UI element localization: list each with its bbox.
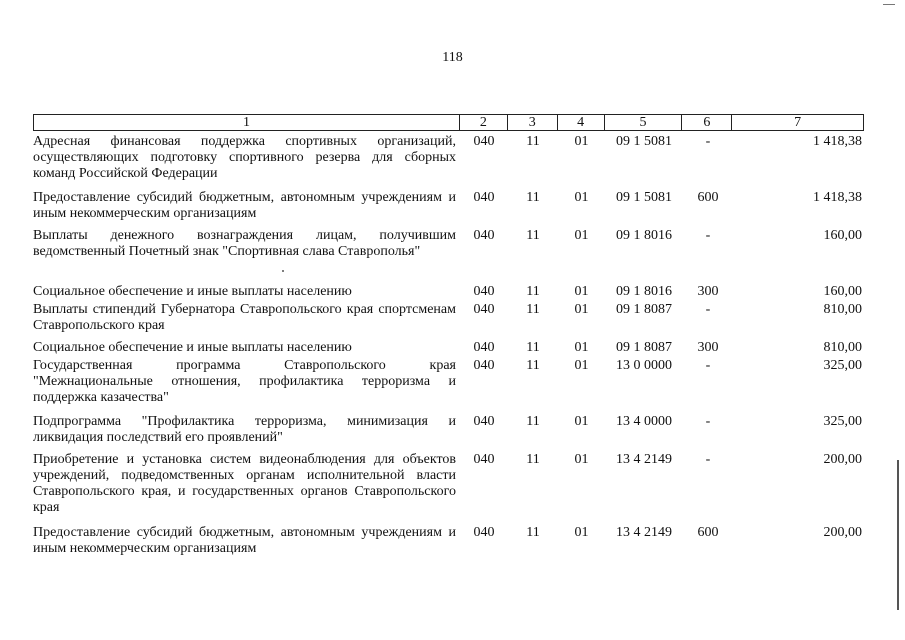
row-amount: 810,00 bbox=[823, 302, 862, 317]
row-ministry-code: 040 bbox=[473, 228, 495, 243]
row-subsection-code: 01 bbox=[574, 452, 589, 467]
row-target-code: 09 1 8016 bbox=[616, 228, 672, 243]
row-description: Социальное обеспечение и иные выплаты населению bbox=[33, 284, 352, 299]
row-subsection-code: 01 bbox=[574, 228, 589, 243]
table-row bbox=[33, 340, 864, 356]
table-row bbox=[33, 358, 864, 406]
table-row bbox=[33, 302, 864, 334]
table-row bbox=[33, 190, 864, 222]
row-amount: 160,00 bbox=[823, 228, 862, 243]
row-subsection-code: 01 bbox=[574, 190, 589, 205]
row-subsection-code: 01 bbox=[574, 340, 589, 355]
row-expense-type: 300 bbox=[697, 284, 719, 299]
row-description: Предоставление субсидий бюджетным, автономным учреждениям и иным некоммерческим организациям bbox=[33, 525, 456, 556]
table-row bbox=[33, 134, 864, 182]
row-ministry-code: 040 bbox=[473, 134, 495, 149]
scan-speck bbox=[282, 270, 284, 272]
table-row bbox=[33, 452, 864, 516]
row-amount: 1 418,38 bbox=[813, 190, 862, 205]
row-subsection-code: 01 bbox=[574, 134, 589, 149]
row-target-code: 09 1 5081 bbox=[616, 190, 672, 205]
row-ministry-code: 040 bbox=[473, 452, 495, 467]
row-section-code: 11 bbox=[526, 190, 540, 205]
row-amount: 1 418,38 bbox=[813, 134, 862, 149]
row-ministry-code: 040 bbox=[473, 340, 495, 355]
row-expense-type: - bbox=[705, 414, 711, 429]
table-row bbox=[33, 525, 864, 557]
table-row bbox=[33, 228, 864, 260]
row-expense-type: - bbox=[705, 452, 711, 467]
row-target-code: 13 4 2149 bbox=[616, 452, 672, 467]
row-section-code: 11 bbox=[526, 134, 540, 149]
row-description: Социальное обеспечение и иные выплаты населению bbox=[33, 340, 352, 355]
row-amount: 325,00 bbox=[823, 358, 862, 373]
table-header bbox=[33, 114, 864, 131]
row-ministry-code: 040 bbox=[473, 190, 495, 205]
row-subsection-code: 01 bbox=[574, 414, 589, 429]
row-target-code: 09 1 8016 bbox=[616, 284, 672, 299]
row-description: Адресная финансовая поддержка спортивных организаций, осуществляющих подготовку спортивного резерва для сборных команд Российской Федерации bbox=[33, 134, 456, 181]
row-section-code: 11 bbox=[526, 358, 540, 373]
row-target-code: 09 1 8087 bbox=[616, 340, 672, 355]
row-expense-type: - bbox=[705, 302, 711, 317]
column-header-1: 1 bbox=[34, 115, 460, 130]
row-amount: 160,00 bbox=[823, 284, 862, 299]
column-header-2: 2 bbox=[460, 115, 508, 130]
row-section-code: 11 bbox=[526, 302, 540, 317]
row-description: Государственная программа Ставропольского края "Межнациональные отношения, профилактика терроризма и поддержка казачества" bbox=[33, 358, 456, 405]
row-target-code: 09 1 8087 bbox=[616, 302, 672, 317]
row-target-code: 13 4 0000 bbox=[616, 414, 672, 429]
table-row bbox=[33, 284, 864, 300]
page-number: 118 bbox=[442, 50, 463, 65]
scan-corner-mark bbox=[883, 4, 895, 5]
row-expense-type: 600 bbox=[697, 190, 719, 205]
row-section-code: 11 bbox=[526, 525, 540, 540]
row-section-code: 11 bbox=[526, 414, 540, 429]
row-target-code: 13 0 0000 bbox=[616, 358, 672, 373]
row-ministry-code: 040 bbox=[473, 358, 495, 373]
row-amount: 325,00 bbox=[823, 414, 862, 429]
row-target-code: 09 1 5081 bbox=[616, 134, 672, 149]
row-ministry-code: 040 bbox=[473, 414, 495, 429]
column-header-3: 3 bbox=[508, 115, 558, 130]
row-description: Приобретение и установка систем видеонаблюдения для объектов учреждений, подведомственных органам исполнительной власти Ставропольского края, и государственных органов Ставропольского края bbox=[33, 452, 456, 515]
column-header-5: 5 bbox=[605, 115, 683, 130]
row-description: Предоставление субсидий бюджетным, автономным учреждениям и иным некоммерческим организациям bbox=[33, 190, 456, 221]
row-ministry-code: 040 bbox=[473, 525, 495, 540]
row-subsection-code: 01 bbox=[574, 284, 589, 299]
row-section-code: 11 bbox=[526, 340, 540, 355]
row-expense-type: 300 bbox=[697, 340, 719, 355]
column-header-6: 6 bbox=[682, 115, 732, 130]
row-ministry-code: 040 bbox=[473, 302, 495, 317]
row-description: Выплаты денежного вознаграждения лицам, получившим ведомственный Почетный знак "Спортивная слава Ставрополья" bbox=[33, 228, 456, 259]
row-section-code: 11 bbox=[526, 284, 540, 299]
row-description: Выплаты стипендий Губернатора Ставропольского края спортсменам Ставропольского края bbox=[33, 302, 456, 333]
row-subsection-code: 01 bbox=[574, 302, 589, 317]
row-amount: 200,00 bbox=[823, 525, 862, 540]
table-row bbox=[33, 414, 864, 446]
row-ministry-code: 040 bbox=[473, 284, 495, 299]
row-target-code: 13 4 2149 bbox=[616, 525, 672, 540]
row-expense-type: - bbox=[705, 228, 711, 243]
row-expense-type: 600 bbox=[697, 525, 719, 540]
row-amount: 200,00 bbox=[823, 452, 862, 467]
row-expense-type: - bbox=[705, 358, 711, 373]
row-expense-type: - bbox=[705, 134, 711, 149]
row-section-code: 11 bbox=[526, 228, 540, 243]
row-amount: 810,00 bbox=[823, 340, 862, 355]
row-description: Подпрограмма "Профилактика терроризма, минимизация и ликвидация последствий его проявлений" bbox=[33, 414, 456, 445]
row-section-code: 11 bbox=[526, 452, 540, 467]
column-header-7: 7 bbox=[794, 115, 802, 130]
scan-edge-mark bbox=[897, 460, 899, 610]
column-header-4: 4 bbox=[558, 115, 605, 130]
row-subsection-code: 01 bbox=[574, 525, 589, 540]
row-subsection-code: 01 bbox=[574, 358, 589, 373]
